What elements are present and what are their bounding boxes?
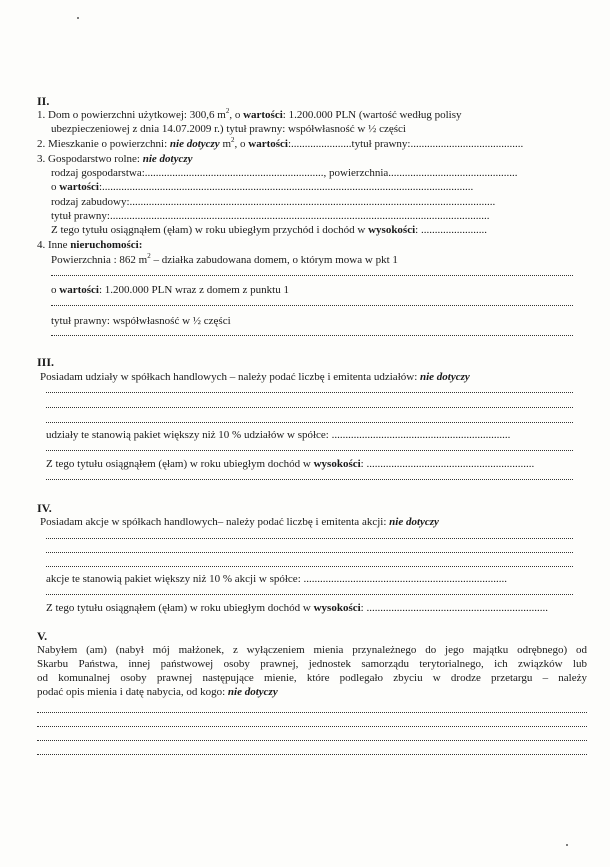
shares-income-line: Z tego tytułu osiągnąłem (ęłam) w roku ubiegłym dochód w wysokości: .............................................................: [46, 458, 535, 470]
dotted-line: [37, 754, 587, 755]
item-1-house-line2: ubezpieczeniowej z dnia 14.07.2009 r.) tytuł prawny: współwłasność w ½ części: [51, 123, 406, 135]
dotted-line: [51, 335, 573, 336]
farm-income-line: Z tego tytułu osiągnąłem (ęłam) w roku ubiegłym przychód i dochód w wysokości: ........................: [51, 224, 487, 236]
scan-speck: [77, 17, 79, 19]
dotted-line: [46, 552, 573, 553]
shares-stake-line: udziały te stanowią pakiet większy niż 10 % udziałów w spółce: .................................................................: [46, 429, 511, 441]
other-property-title: tytuł prawny: współwłasność w ½ części: [51, 315, 231, 327]
section-ii-heading: II.: [37, 94, 50, 108]
dotted-line: [46, 407, 573, 408]
other-property-value: o wartości: 1.200.000 PLN wraz z domem z punktu 1: [51, 284, 289, 296]
farm-type-line: rodzaj gospodarstwa:................................................................., powierzchnia...............................................: [51, 167, 518, 179]
item-4-other-property: 4. Inne nieruchomości:: [37, 239, 143, 251]
dotted-line: [37, 712, 587, 713]
farm-buildings-line: rodzaj zabudowy:.....................................................................................................................................: [51, 196, 496, 208]
dotted-line: [37, 740, 587, 741]
dotted-line: [46, 538, 573, 539]
scan-speck: [566, 844, 568, 846]
item-2-apartment: 2. Mieszkanie o powierzchni: nie dotyczy $m^2$, o wartości:......................tytuł prawny:.........................................: [37, 136, 524, 150]
dotted-line: [46, 479, 573, 480]
acquisition-para-line2: Skarbu Państwa, innej państwowej osoby prawnej, jednostek samorządu terytorialnego, ich związków lub: [37, 658, 587, 670]
section-iv-heading: IV.: [37, 501, 52, 515]
dotted-line: [46, 594, 573, 595]
section-iii-heading: III.: [37, 355, 55, 369]
stocks-stake-line: akcje te stanowią pakiet większy niż 10 % akcji w spółce: ..........................................................................: [46, 573, 507, 585]
item-1-house: 1. Dom o powierzchni użytkowej: 300,6 $m^2$, o wartości: 1.200.000 PLN (wartość według polisy: [37, 107, 462, 121]
acquisition-para-line1: Nabyłem (am) (nabył mój małżonek, z wyłączeniem mienia przynależnego do jego majątku odrębnego) od: [37, 644, 587, 656]
dotted-line: [37, 726, 587, 727]
dotted-line: [46, 450, 573, 451]
stocks-line: Posiadam akcje w spółkach handlowych– należy podać liczbę i emitenta akcji: nie dotyczy: [40, 516, 439, 528]
acquisition-para-line3: od komunalnej osoby prawnej następujące mienie, które podlegało zbyciu w drodze przetargu – należy: [37, 672, 587, 684]
dotted-line: [51, 305, 573, 306]
farm-title-line: tytuł prawny:..........................................................................................................................................: [51, 210, 490, 222]
dotted-line: [46, 392, 573, 393]
shares-line: Posiadam udziały w spółkach handlowych – należy podać liczbę i emitenta udziałów: nie dotyczy: [40, 371, 470, 383]
acquisition-para-line4: podać opis mienia i datę nabycia, od kogo: nie dotyczy: [37, 686, 278, 698]
dotted-line: [51, 275, 573, 276]
item-3-farm: 3. Gospodarstwo rolne: nie dotyczy: [37, 153, 193, 165]
stocks-income-line: Z tego tytułu osiągnąłem (ęłam) w roku ubiegłym dochód w wysokości: ..................................................................: [46, 602, 548, 614]
farm-value-line: o wartości:.......................................................................................................................................: [51, 181, 474, 193]
dotted-line: [46, 422, 573, 423]
other-property-area: Powierzchnia : 862 $m^2$ – działka zabudowana domem, o którym mowa w pkt 1: [51, 252, 398, 266]
section-v-heading: V.: [37, 629, 48, 643]
dotted-line: [46, 566, 573, 567]
